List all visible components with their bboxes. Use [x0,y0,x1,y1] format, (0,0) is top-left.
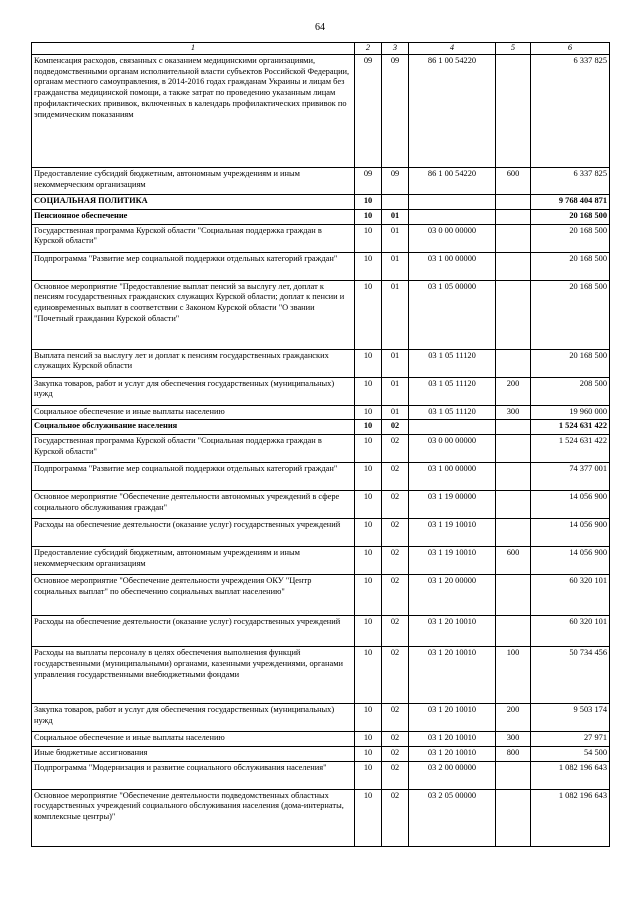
cell-name: Расходы на обеспечение деятельности (оказание услуг) государственных учреждений [32,616,355,647]
cell-name: Основное мероприятие "Обеспечение деятельности учреждения ОКУ "Центр социальных выплат" по обеспечению социальных выплат населению" [32,575,355,616]
cell-section: 10 [355,252,382,280]
cell-amount: 1 524 631 422 [531,420,610,435]
cell-expense-type [496,491,531,519]
cell-section: 10 [355,704,382,732]
cell-subsection: 09 [382,54,409,167]
table-row [32,167,610,194]
cell-amount: 19 960 000 [531,405,610,420]
cell-amount: 20 168 500 [531,280,610,349]
cell-expense-type: 600 [496,167,531,194]
cell-section: 10 [355,377,382,405]
cell-expense-type: 200 [496,377,531,405]
cell-amount: 14 056 900 [531,519,610,547]
cell-section: 10 [355,209,382,224]
cell-subsection: 02 [382,647,409,704]
cell-subsection: 02 [382,491,409,519]
cell-amount: 9 768 404 871 [531,194,610,209]
cell-target-article: 03 1 20 10010 [409,746,496,761]
budget-table [31,42,610,847]
cell-subsection: 02 [382,789,409,846]
cell-expense-type: 100 [496,647,531,704]
cell-name: Государственная программа Курской области "Социальная поддержка граждан в Курской области" [32,435,355,463]
header-row [32,43,610,55]
cell-target-article: 03 1 20 00000 [409,575,496,616]
cell-section: 10 [355,349,382,377]
cell-target-article: 03 1 19 10010 [409,547,496,575]
cell-name: Предоставление субсидий бюджетным, автономным учреждениям и иным некоммерческим организациям [32,547,355,575]
cell-amount: 1 524 631 422 [531,435,610,463]
table-row [32,194,610,209]
cell-expense-type: 300 [496,405,531,420]
cell-target-article: 03 1 05 11120 [409,405,496,420]
cell-section: 10 [355,491,382,519]
cell-name: Расходы на обеспечение деятельности (оказание услуг) государственных учреждений [32,519,355,547]
header-cell-expense-type: 5 [496,43,531,55]
cell-section: 10 [355,463,382,491]
cell-target-article: 03 2 05 00000 [409,789,496,846]
cell-name: Подпрограмма "Развитие мер социальной поддержки отдельных категорий граждан" [32,463,355,491]
cell-amount: 50 734 456 [531,647,610,704]
cell-amount: 1 082 196 643 [531,761,610,789]
table-row [32,704,610,732]
cell-section: 10 [355,224,382,252]
cell-subsection: 02 [382,519,409,547]
cell-subsection: 02 [382,761,409,789]
cell-amount: 20 168 500 [531,209,610,224]
table-row [32,647,610,704]
header-cell-name: 1 [32,43,355,55]
cell-expense-type [496,280,531,349]
cell-section: 10 [355,789,382,846]
cell-subsection: 02 [382,463,409,491]
cell-expense-type [496,789,531,846]
table-row [32,209,610,224]
cell-expense-type [496,349,531,377]
cell-name: Подпрограмма "Развитие мер социальной поддержки отдельных категорий граждан" [32,252,355,280]
table-row [32,405,610,420]
cell-section: 10 [355,647,382,704]
cell-amount: 6 337 825 [531,167,610,194]
table-row [32,349,610,377]
cell-expense-type: 600 [496,547,531,575]
cell-target-article: 03 1 20 10010 [409,616,496,647]
cell-amount: 60 320 101 [531,575,610,616]
table-row [32,519,610,547]
table-row [32,616,610,647]
cell-subsection: 02 [382,435,409,463]
cell-section: 10 [355,547,382,575]
cell-amount: 14 056 900 [531,547,610,575]
table-header [32,43,610,55]
cell-target-article: 03 1 05 11120 [409,349,496,377]
cell-subsection: 01 [382,209,409,224]
cell-name: Пенсионное обеспечение [32,209,355,224]
table-row [32,224,610,252]
cell-target-article: 03 1 20 10010 [409,647,496,704]
cell-subsection [382,194,409,209]
header-cell-target-article: 4 [409,43,496,55]
table-row [32,732,610,747]
cell-amount: 20 168 500 [531,349,610,377]
cell-subsection: 01 [382,252,409,280]
cell-name: Иные бюджетные ассигнования [32,746,355,761]
cell-expense-type [496,435,531,463]
cell-name: Выплата пенсий за выслугу лет и доплат к пенсиям государственных гражданских служащих Курской области [32,349,355,377]
page-number: 64 [315,22,325,33]
cell-section: 10 [355,280,382,349]
cell-amount: 20 168 500 [531,252,610,280]
cell-amount: 1 082 196 643 [531,789,610,846]
header-cell-section: 2 [355,43,382,55]
cell-expense-type [496,420,531,435]
cell-target-article: 03 1 05 00000 [409,280,496,349]
cell-expense-type [496,761,531,789]
cell-target-article [409,194,496,209]
table-row [32,377,610,405]
cell-amount: 74 377 001 [531,463,610,491]
table-body [32,54,610,846]
cell-subsection: 02 [382,547,409,575]
cell-target-article [409,209,496,224]
cell-name: Компенсация расходов, связанных с оказанием медицинскими организациями, подведомственными органам исполнительной власти субъектов Российской Федерации, органам местного самоуправления, в 2014-2016 годах гражданам Украины и лицам без гражданства медицинской помощи, а также затрат по проведению указанным лицам профилактических прививок, включенных в календарь профилактических прививок по эпидемическим показаниям [32,54,355,167]
cell-target-article: 03 1 20 10010 [409,732,496,747]
cell-section: 10 [355,732,382,747]
cell-target-article [409,420,496,435]
cell-section: 10 [355,194,382,209]
cell-section: 10 [355,519,382,547]
cell-name: Социальное обеспечение и иные выплаты населению [32,405,355,420]
cell-amount: 9 503 174 [531,704,610,732]
table-row [32,54,610,167]
cell-subsection: 02 [382,732,409,747]
cell-subsection: 02 [382,420,409,435]
cell-section: 10 [355,420,382,435]
cell-target-article: 03 2 00 00000 [409,761,496,789]
cell-subsection: 02 [382,704,409,732]
cell-subsection: 02 [382,746,409,761]
cell-expense-type [496,519,531,547]
cell-expense-type [496,224,531,252]
cell-name: Основное мероприятие "Обеспечение деятельности подведомственных областных государственных учреждений социального обслуживания населения (дома-интернаты, комплексные центры)" [32,789,355,846]
cell-name: Закупка товаров, работ и услуг для обеспечения государственных (муниципальных) нужд [32,704,355,732]
cell-expense-type [496,194,531,209]
table-row [32,252,610,280]
cell-target-article: 03 1 20 10010 [409,704,496,732]
cell-subsection: 01 [382,224,409,252]
cell-amount: 27 971 [531,732,610,747]
table-row [32,789,610,846]
cell-expense-type [496,616,531,647]
table-row [32,435,610,463]
cell-section: 10 [355,405,382,420]
table-row [32,420,610,435]
cell-target-article: 03 0 00 00000 [409,224,496,252]
cell-name: Социальное обеспечение и иные выплаты населению [32,732,355,747]
table-row [32,547,610,575]
cell-subsection: 09 [382,167,409,194]
cell-target-article: 86 1 00 54220 [409,54,496,167]
cell-section: 10 [355,746,382,761]
cell-name: Государственная программа Курской области "Социальная поддержка граждан в Курской области" [32,224,355,252]
cell-name: Закупка товаров, работ и услуг для обеспечения государственных (муниципальных) нужд [32,377,355,405]
header-cell-subsection: 3 [382,43,409,55]
cell-section: 10 [355,435,382,463]
cell-name: Подпрограмма "Модернизация и развитие социального обслуживания населения" [32,761,355,789]
table-row [32,746,610,761]
cell-section: 09 [355,167,382,194]
cell-amount: 14 056 900 [531,491,610,519]
cell-target-article: 86 1 00 54220 [409,167,496,194]
cell-amount: 208 500 [531,377,610,405]
cell-name: Основное мероприятие "Обеспечение деятельности автономных учреждений в сфере социального обслуживания граждан" [32,491,355,519]
cell-subsection: 01 [382,349,409,377]
cell-subsection: 02 [382,575,409,616]
cell-expense-type [496,54,531,167]
table-row [32,761,610,789]
cell-target-article: 03 1 00 00000 [409,252,496,280]
cell-subsection: 01 [382,280,409,349]
cell-section: 10 [355,616,382,647]
table-row [32,280,610,349]
header-cell-amount: 6 [531,43,610,55]
cell-expense-type [496,463,531,491]
cell-subsection: 02 [382,616,409,647]
cell-expense-type [496,252,531,280]
cell-expense-type: 200 [496,704,531,732]
cell-amount: 60 320 101 [531,616,610,647]
cell-section: 09 [355,54,382,167]
cell-target-article: 03 1 05 11120 [409,377,496,405]
cell-amount: 20 168 500 [531,224,610,252]
cell-subsection: 01 [382,377,409,405]
cell-amount: 6 337 825 [531,54,610,167]
cell-name: Основное мероприятие "Предоставление выплат пенсий за выслугу лет, доплат к пенсиям государственных гражданских служащих Курской области; доплат к пенсии и единовременных выплат в соответствии с Законом Курской области "О звании "Почетный гражданин Курской области" [32,280,355,349]
cell-expense-type [496,575,531,616]
cell-expense-type: 300 [496,732,531,747]
cell-target-article: 03 1 19 10010 [409,519,496,547]
cell-expense-type [496,209,531,224]
cell-target-article: 03 1 19 00000 [409,491,496,519]
cell-section: 10 [355,761,382,789]
cell-amount: 54 500 [531,746,610,761]
cell-name: Социальное обслуживание населения [32,420,355,435]
cell-name: СОЦИАЛЬНАЯ ПОЛИТИКА [32,194,355,209]
table-row [32,575,610,616]
cell-target-article: 03 0 00 00000 [409,435,496,463]
cell-section: 10 [355,575,382,616]
table-row [32,463,610,491]
cell-expense-type: 800 [496,746,531,761]
cell-target-article: 03 1 00 00000 [409,463,496,491]
table-row [32,491,610,519]
cell-name: Предоставление субсидий бюджетным, автономным учреждениям и иным некоммерческим организациям [32,167,355,194]
cell-name: Расходы на выплаты персоналу в целях обеспечения выполнения функций государственными (муниципальными) органами, казенными учреждениями, органами управления государственными внебюджетными фондами [32,647,355,704]
cell-subsection: 01 [382,405,409,420]
